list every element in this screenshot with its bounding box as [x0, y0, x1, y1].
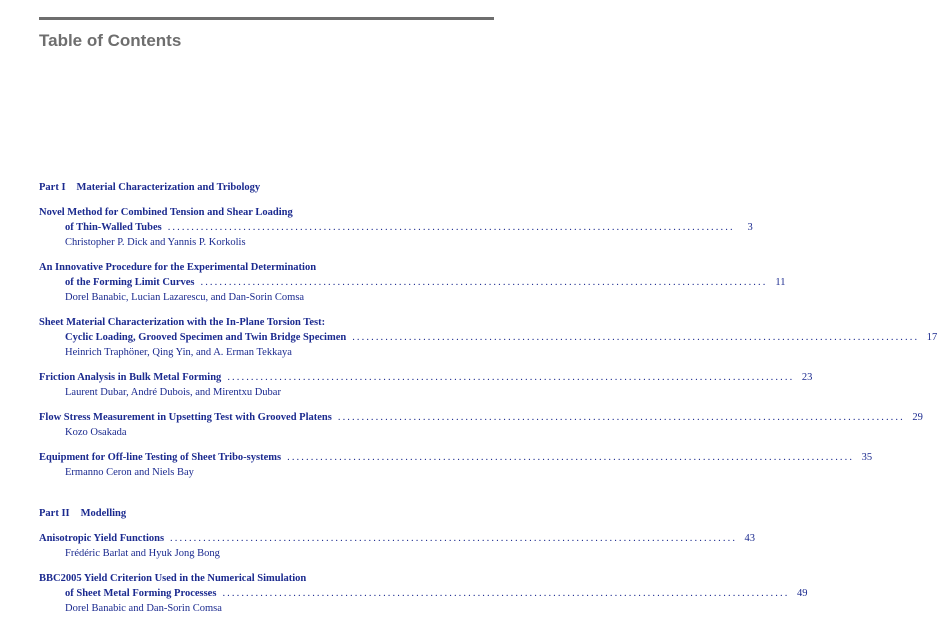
part-label: Part II	[39, 508, 70, 519]
part-heading[interactable]	[39, 181, 446, 195]
entry-authors: Heinrich Traphöner, Qing Yin, and A. Erman Tekkaya	[65, 347, 292, 358]
dot-leader: ........................................................................................................................	[287, 452, 855, 463]
entry-authors: Dorel Banabic and Dan-Sorin Comsa	[65, 603, 222, 614]
toc-entry[interactable]	[39, 571, 808, 616]
page-title: Table of Contents	[39, 31, 182, 50]
toc-entry[interactable]	[39, 205, 753, 250]
entry-title-line: of Thin-Walled Tubes	[65, 222, 162, 233]
entry-authors: Frédéric Barlat and Hyuk Jong Bong	[65, 548, 220, 559]
entry-page-number: 17	[926, 332, 937, 343]
toc-entry[interactable]	[39, 531, 756, 561]
entry-page-number: 49	[796, 588, 808, 599]
part-title: Material Characterization and Tribology	[76, 182, 261, 193]
entry-title-line: Cyclic Loading, Grooved Specimen and Twin Bridge Specimen	[65, 332, 347, 343]
entry-page-number: 29	[912, 412, 923, 423]
entry-title-line: Equipment for Off-line Testing of Sheet Tribo-systems	[39, 452, 282, 463]
part-label: Part I	[39, 182, 66, 193]
toc-entry[interactable]	[39, 410, 923, 440]
toc-entry[interactable]	[39, 450, 873, 480]
dot-leader: ........................................................................................................................	[200, 277, 768, 288]
entry-page-number: 43	[744, 533, 756, 544]
entry-title-line: Sheet Material Characterization with the In-Plane Torsion Test:	[39, 317, 326, 328]
top-rule	[39, 17, 494, 20]
entry-authors: Laurent Dubar, André Dubois, and Mirentxu Dubar	[65, 387, 281, 398]
entry-title-line: Novel Method for Combined Tension and Shear Loading	[39, 207, 293, 218]
entry-authors: Ermanno Ceron and Niels Bay	[65, 467, 194, 478]
toc-entry[interactable]	[39, 370, 813, 400]
dot-leader: ........................................................................................................................	[352, 332, 920, 343]
entry-authors: Dorel Banabic, Lucian Lazarescu, and Dan-Sorin Comsa	[65, 292, 305, 303]
dot-leader: ........................................................................................................................	[337, 412, 905, 423]
entry-page-number: 11	[775, 277, 786, 288]
entry-title-line: BBC2005 Yield Criterion Used in the Numerical Simulation	[39, 573, 307, 584]
entry-title-line: An Innovative Procedure for the Experimental Determination	[39, 262, 317, 273]
toc-entry[interactable]	[39, 315, 937, 360]
entry-title-line: Friction Analysis in Bulk Metal Forming	[39, 372, 222, 383]
entry-title-line: Flow Stress Measurement in Upsetting Test with Grooved Platens	[39, 412, 332, 423]
entry-page-number: 3	[747, 222, 753, 233]
entry-page-number: 23	[801, 372, 813, 383]
part-heading[interactable]	[39, 507, 446, 521]
entry-authors: Christopher P. Dick and Yannis P. Korkolis	[65, 237, 246, 248]
entry-title-line: Anisotropic Yield Functions	[39, 533, 165, 544]
dot-leader: ........................................................................................................................	[222, 588, 790, 599]
entry-authors: Kozo Osakada	[65, 427, 127, 438]
entry-page-number: 35	[861, 452, 873, 463]
dot-leader: ........................................................................................................................	[227, 372, 795, 383]
dot-leader: ........................................................................................................................	[167, 222, 735, 233]
entry-title-line: of Sheet Metal Forming Processes	[65, 588, 217, 599]
dot-leader: ........................................................................................................................	[170, 533, 738, 544]
entry-title-line: of the Forming Limit Curves	[65, 277, 195, 288]
toc-entry[interactable]	[39, 260, 786, 305]
part-title: Modelling	[80, 508, 127, 519]
